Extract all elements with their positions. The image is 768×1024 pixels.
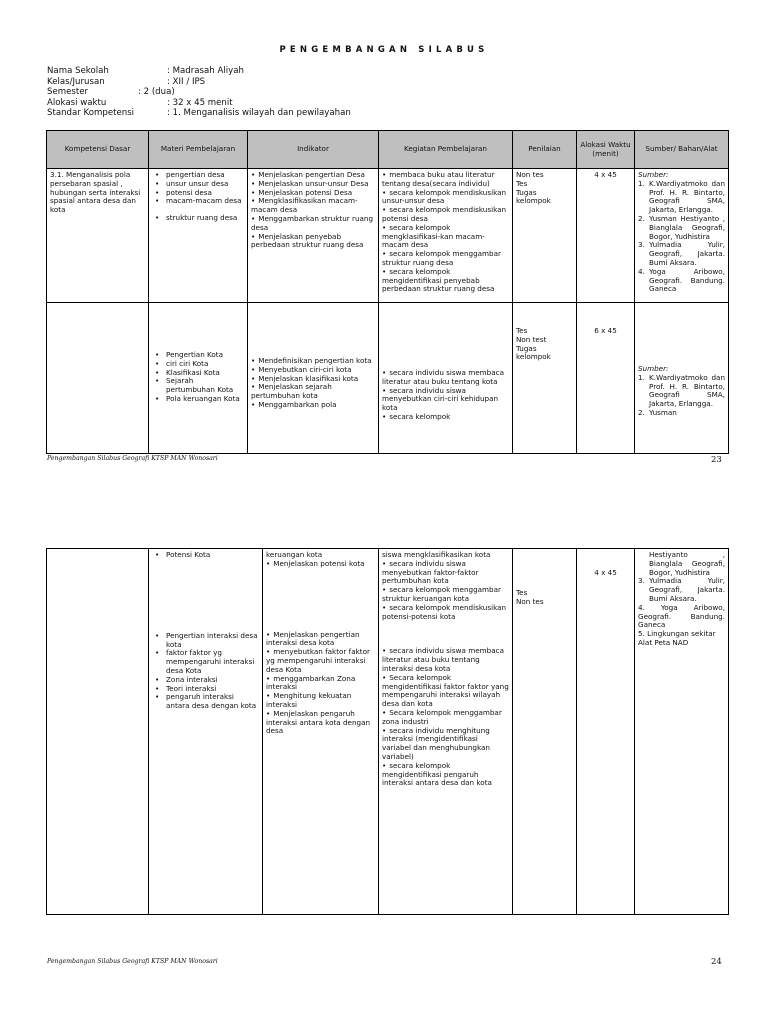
- list-item: • Secara kelompok mengidentifikasi faktor faktor yang mempengaruhi interaksi wilayah desa dan kota: [382, 674, 509, 709]
- penilaian-item: kelompok: [516, 196, 551, 206]
- list-item: • unsur unsur desa: [152, 180, 244, 189]
- alokasi-cell: [577, 303, 635, 454]
- list-item: • membaca buku atau literatur tentang desa(secara individu): [382, 171, 509, 189]
- source-item: [638, 630, 725, 639]
- list-item: • secara individu siswa membaca literatur atau buku tentang kota: [382, 369, 509, 387]
- penilaian-cell: [513, 303, 577, 454]
- list-item: • Menjelaskan potensi kota: [266, 560, 375, 569]
- list-item: • secara kelompok: [382, 413, 509, 422]
- meta-row: [47, 66, 351, 77]
- penilaian-item: Tugas: [516, 187, 537, 197]
- list-item: • secara kelompok mengidentifikasi penyebab perbedaan struktur ruang desa: [382, 268, 509, 294]
- syllabus-table-page-2: [46, 548, 729, 915]
- meta-value: : 32 x 45 menit: [167, 97, 233, 108]
- penilaian-cell: [513, 169, 577, 303]
- list-item: • macam-macam desa: [152, 197, 244, 206]
- list-item: • potensi desa: [152, 189, 244, 198]
- document-meta: [47, 66, 351, 119]
- source-item: 1. K.Wardiyatmoko dan Prof. H. R. Bintarto, Geografi SMA, Jakarta, Erlangga.: [638, 178, 725, 215]
- table-row: [47, 169, 729, 303]
- list-item: • faktor faktor yg mempengaruhi interaksi desa Kota: [152, 649, 259, 675]
- source-item: [638, 604, 725, 630]
- header-indikator: Indikator: [248, 131, 379, 169]
- list-item: • secara kelompok mendiskusikan potensi-potensi kota: [382, 604, 509, 622]
- penilaian-item: Tes: [516, 326, 528, 335]
- source-item: 3. Yulmadia Yulir, Geografi, Jakarta. Bumi Aksara.: [638, 240, 725, 267]
- materi-cell: [149, 549, 263, 915]
- source-number: 4.: [638, 602, 645, 612]
- sumber-title: Sumber:: [638, 364, 669, 373]
- penilaian-item: Tes: [516, 178, 528, 188]
- source-text: Yulmadia Yulir, Geografi, Jakarta. Bumi Aksara.: [649, 576, 725, 603]
- meta-value: : 2 (dua): [138, 87, 175, 97]
- penilaian-item: Non test: [516, 334, 547, 344]
- list-item: • secara individu menghitung interaksi (mengidentifikasi variabel dan menghubungkan variabel): [382, 727, 509, 762]
- list-item: • secara individu siswa membaca literatur atau buku tentang interaksi desa kota: [382, 647, 509, 673]
- meta-value: : Madrasah Aliyah: [167, 66, 244, 76]
- list-item: • pengaruh interaksi antara desa dengan kota: [152, 693, 259, 711]
- header-sumber: Sumber/ Bahan/Alat: [635, 131, 729, 169]
- list-item: • Menjelaskan potensi Desa: [251, 189, 375, 198]
- list-item: • secara kelompok menggambar struktur keruangan kota: [382, 586, 509, 604]
- page-footer: Pengembangan Silabus Geografi KTSP MAN Wonosari: [47, 958, 218, 965]
- kegiatan-cell: [379, 549, 513, 915]
- meta-key: Alokasi waktu: [47, 97, 107, 108]
- kd-cell: [47, 549, 149, 915]
- list-item: • menggambarkan Zona interaksi: [266, 675, 375, 693]
- list-item: • Menjelaskan sejarah pertumbuhan kota: [251, 383, 375, 401]
- list-item: • secara individu siswa menyebutkan ciri-ciri kehidupan kota: [382, 387, 509, 413]
- sumber-continued: Hestiyanto , Bianglala Geografi, Bogor, Yudhistira: [649, 550, 725, 577]
- sumber-title: Sumber:: [638, 170, 669, 179]
- list-item: • struktur ruang desa: [152, 214, 244, 223]
- list-item: • secara kelompok mendiskusikan unsur-unsur desa: [382, 189, 509, 207]
- meta-row: [47, 108, 351, 119]
- source-item: [638, 577, 725, 603]
- table-row: [47, 303, 729, 454]
- meta-row: [47, 87, 351, 98]
- list-item: • secara kelompok mengklasifikasi-kan macam-macam desa: [382, 224, 509, 250]
- source-text: Yoga Aribowo, Geografi. Bandung. Ganeca: [638, 602, 725, 630]
- kd-cell: [47, 169, 149, 303]
- header-alokasi: Alokasi Waktu (menit): [577, 131, 635, 169]
- penilaian-item: kelompok: [516, 352, 551, 362]
- header-kegiatan: Kegiatan Pembelajaran: [379, 131, 513, 169]
- penilaian-item: Non tes: [516, 596, 544, 606]
- source-text: Lingkungan sekitar: [647, 629, 716, 639]
- list-item: • Pengertian Kota: [152, 351, 244, 360]
- header-penilaian: Penilaian: [513, 131, 577, 169]
- alokasi-value: 4 x 45: [594, 568, 617, 577]
- kegiatan-cell: [379, 169, 513, 303]
- sumber-cell: [635, 303, 729, 454]
- sumber-cell: [635, 169, 729, 303]
- list-item: • Secara kelompok menggambar zona industri: [382, 709, 509, 727]
- list-item: • secara individu siswa menyebutkan faktor-faktor pertumbuhan kota: [382, 560, 509, 586]
- page-title: PENGEMBANGAN SILABUS: [279, 45, 489, 55]
- source-number: 5.: [638, 629, 645, 639]
- source-item: 4. Yoga Aribowo, Geografi. Bandung. Ganeca: [638, 266, 725, 294]
- alokasi-cell: [577, 549, 635, 915]
- list-item: • Menghitung kekuatan interaksi: [266, 692, 375, 710]
- list-item: • Menyebutkan ciri-ciri kota: [251, 366, 375, 375]
- alokasi-value: 4 x 45: [594, 170, 617, 179]
- meta-value: : XII / IPS: [167, 76, 206, 87]
- alokasi-value: 6 x 45: [594, 326, 617, 335]
- header-materi: Materi Pembelajaran: [149, 131, 248, 169]
- list-item: • Menjelaskan klasifikasi kota: [251, 375, 375, 384]
- list-item: • Menjelaskan pengaruh interaksi antara kota dengan desa: [266, 710, 375, 736]
- source-text: Yusman Hestiyanto , Bianglala Geografi, Bogor, Yudhistira: [649, 213, 725, 241]
- page-number: 23: [711, 455, 722, 465]
- kd-cell: [47, 303, 149, 454]
- list-item: • Teori interaksi: [152, 685, 259, 694]
- materi-cell: [149, 169, 248, 303]
- kd-text: 3.1. Menganalisis pola persebaran spasial , hubungan serta interaksi spasial antara desa dan kota: [50, 170, 141, 215]
- source-item: 2. Yusman Hestiyanto , Bianglala Geografi, Bogor, Yudhistira: [638, 213, 725, 241]
- list-item: • Sejarah pertumbuhan Kota: [152, 377, 244, 395]
- list-item: • Menjelaskan penyebab perbedaan struktur ruang desa: [251, 233, 375, 251]
- page-footer: Pengembangan Silabus Geografi KTSP MAN Wonosari: [47, 455, 218, 462]
- list-item: • Mengklasifikasikan macam-macam desa: [251, 197, 375, 215]
- list-item: • Menggambarkan pola: [251, 401, 375, 410]
- sumber-cell: [635, 549, 729, 915]
- meta-key: Kelas/Jurusan: [47, 76, 105, 87]
- list-item: • Menjelaskan unsur-unsur Desa: [251, 180, 375, 189]
- list-item: • secara kelompok mendiskusikan potensi desa: [382, 206, 509, 224]
- penilaian-cell: [513, 549, 577, 915]
- source-text: Yoga Aribowo, Geografi. Bandung. Ganeca: [649, 266, 725, 294]
- list-item: • Mendefinisikan pengertian kota: [251, 357, 375, 366]
- list-item: • Menggambarkan struktur ruang desa: [251, 215, 375, 233]
- meta-row: [47, 77, 351, 88]
- meta-key: Semester: [47, 87, 89, 97]
- kegiatan-continued: siswa mengklasifikasikan kota: [382, 550, 491, 559]
- syllabus-table-page-1: [46, 130, 729, 454]
- list-item: • Klasifikasi Kota: [152, 369, 244, 378]
- list-item: • Pola keruangan Kota: [152, 395, 244, 404]
- list-item: • secara kelompok mengidentifikasi pengaruh interaksi antara desa dan kota: [382, 762, 509, 788]
- meta-value: : 1. Menganalisis wilayah dan pewilayahan: [167, 108, 351, 118]
- penilaian-item: Tugas: [516, 343, 537, 353]
- list-item: • Potensi Kota: [152, 551, 259, 560]
- source-item: 2. Yusman: [638, 407, 677, 417]
- header-kompetensi-dasar: Kompetensi Dasar: [47, 131, 149, 169]
- list-item: • menyebutkan faktor faktor yg mempengaruhi interaksi desa Kota: [266, 648, 375, 674]
- meta-key: Standar Kompetensi: [47, 108, 135, 118]
- indikator-cell: [263, 549, 379, 915]
- page-number: 24: [711, 957, 722, 967]
- indikator-continued: keruangan kota: [266, 550, 323, 559]
- meta-row: [47, 98, 351, 109]
- materi-cell: [149, 303, 248, 454]
- penilaian-item: Non tes: [516, 170, 544, 179]
- meta-key: Nama Sekolah: [47, 66, 109, 76]
- kegiatan-cell: [379, 303, 513, 454]
- list-item: • pengertian desa: [152, 171, 244, 180]
- source-number: 3.: [638, 576, 645, 586]
- list-item: • Pengertian interaksi desa kota: [152, 632, 259, 650]
- source-text: Yusman: [649, 407, 677, 417]
- list-item: • secara kelompok menggambar struktur ruang desa: [382, 250, 509, 268]
- source-text: K.Wardiyatmoko dan Prof. H. R. Bintarto, Geografi SMA, Jakarta, Erlangga.: [649, 372, 725, 409]
- alokasi-cell: [577, 169, 635, 303]
- source-text: Yulmadia Yulir, Geografi, Jakarta. Bumi Aksara.: [649, 240, 725, 267]
- penilaian-item: Tes: [516, 588, 528, 597]
- source-item: 1. K.Wardiyatmoko dan Prof. H. R. Bintarto, Geografi SMA, Jakarta, Erlangga.: [638, 372, 725, 409]
- alat-text: Alat Peta NAD: [638, 637, 689, 647]
- indikator-cell: [248, 303, 379, 454]
- source-text: K.Wardiyatmoko dan Prof. H. R. Bintarto, Geografi SMA, Jakarta, Erlangga.: [649, 178, 725, 215]
- table-row: [47, 549, 729, 915]
- list-item: • ciri ciri Kota: [152, 360, 244, 369]
- list-item: • Zona interaksi: [152, 676, 259, 685]
- indikator-cell: [248, 169, 379, 303]
- list-item: • Menjelaskan pengertian interaksi desa kota: [266, 631, 375, 649]
- list-item: • Menjelaskan pengertian Desa: [251, 171, 375, 180]
